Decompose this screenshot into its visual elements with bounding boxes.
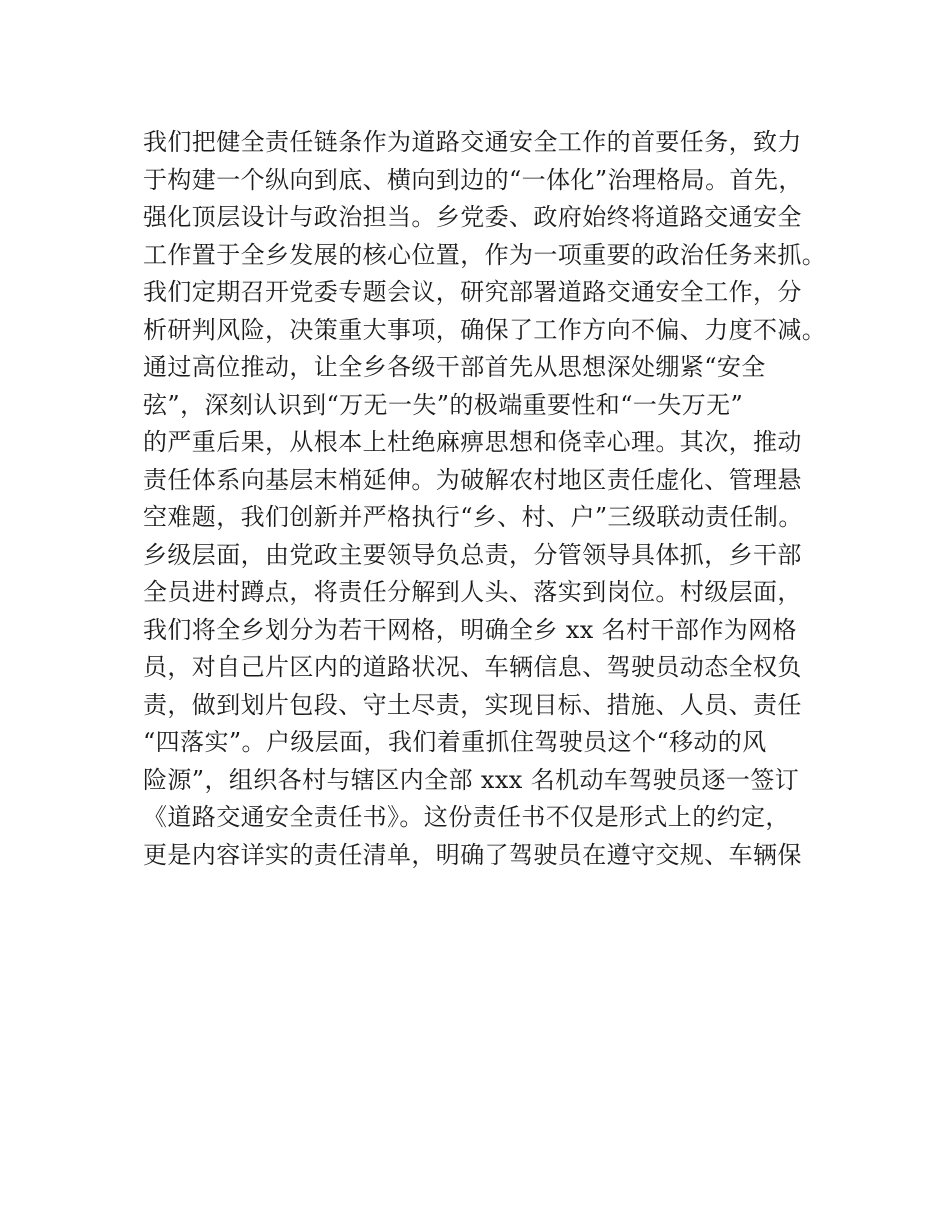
text-line: 员，对自己片区内的道路状况、车辆信息、驾驶员动态全权负 — [143, 653, 802, 681]
text-line: 强化顶层设计与政治担当。乡党委、政府始终将道路交通安全 — [143, 203, 802, 231]
text-line: 我们将全乡划分为若干网格，明确全乡 xx 名村干部作为网格 — [143, 615, 797, 644]
text-line: 的严重后果，从根本上杜绝麻痹思想和侥幸心理。其次，推动 — [143, 428, 802, 456]
text-line: 工作置于全乡发展的核心位置，作为一项重要的政治任务来抓。 — [143, 240, 827, 269]
body-text — [143, 124, 833, 874]
text-line: 弦”，深刻认识到“万无一失”的极端重要性和“一失万无” — [143, 390, 744, 419]
text-line: 乡级层面，由党政主要领导负总责，分管领导具体抓，乡干部 — [143, 540, 802, 569]
text-line: 我们把健全责任链条作为道路交通安全工作的首要任务，致力 — [143, 128, 802, 156]
text-line: 析研判风险，决策重大事项，确保了工作方向不偏、力度不减。 — [143, 315, 827, 344]
text-line: 通过高位推动，让全乡各级干部首先从思想深处绷紧“安全 — [143, 353, 766, 381]
text-line: 责任体系向基层末梢延伸。为破解农村地区责任虚化、管理悬 — [143, 465, 802, 494]
text-line: 更是内容详实的责任清单，明确了驾驶员在遵守交规、车辆保 — [143, 840, 802, 869]
text-line: 责，做到划片包段、守土尽责，实现目标、措施、人员、责任 — [143, 690, 802, 719]
text-line: 险源”，组织各村与辖区内全部 xxx 名机动车驾驶员逐一签订 — [143, 765, 800, 794]
text-line: 于构建一个纵向到底、横向到边的“一体化”治理格局。首先， — [143, 165, 803, 194]
text-line: 全员进村蹲点，将责任分解到人头、落实到岗位。村级层面， — [143, 578, 802, 606]
text-line: 我们定期召开党委专题会议，研究部署道路交通安全工作，分 — [143, 278, 802, 306]
text-line: 空难题，我们创新并严格执行“乡、村、户”三级联动责任制。 — [143, 503, 803, 531]
text-line: “四落实”。户级层面，我们着重抓住驾驶员这个“移动的风 — [143, 728, 767, 756]
text-line: 《道路交通安全责任书》。这份责任书不仅是形式上的约定， — [143, 803, 790, 831]
